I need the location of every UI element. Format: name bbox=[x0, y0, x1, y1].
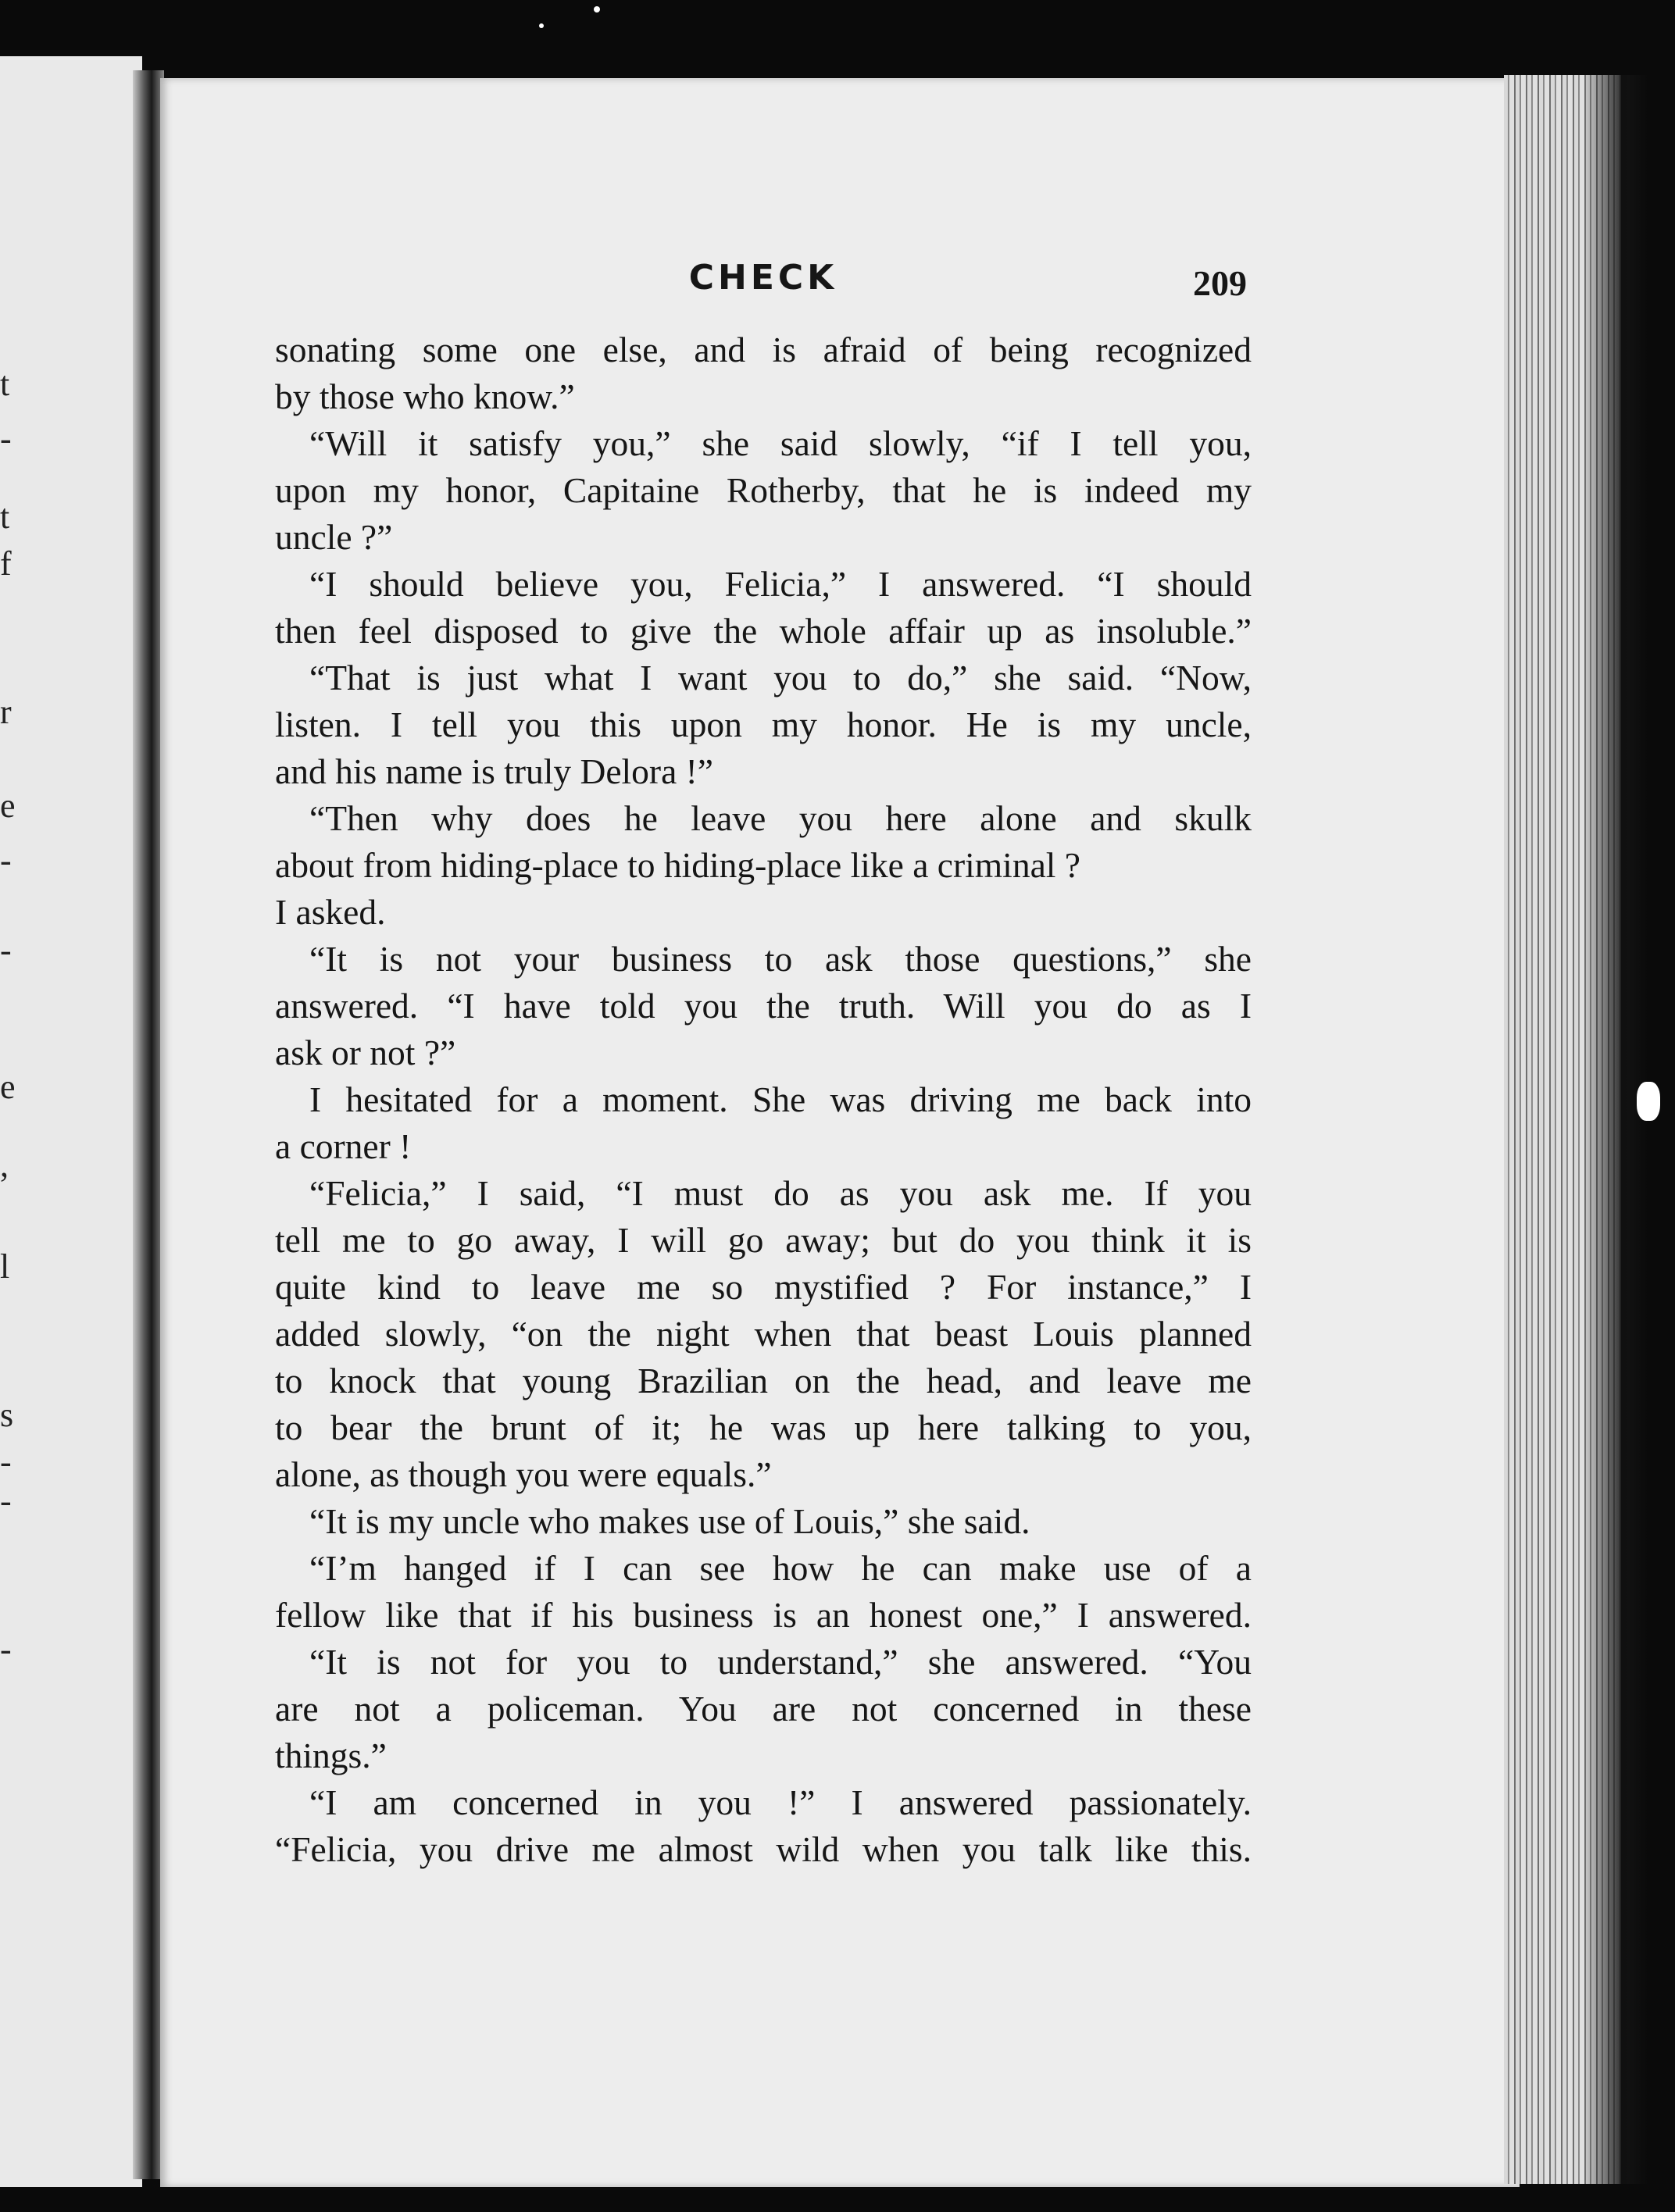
text-line: tell me to go away, I will go away; but do you think it is bbox=[275, 1220, 1252, 1260]
text-line: “It is my uncle who makes use of Louis,” she said. bbox=[309, 1501, 1030, 1541]
text-line: “It is not for you to understand,” she answered. “You bbox=[309, 1642, 1252, 1682]
text-line: by those who know.” bbox=[275, 376, 575, 416]
facing-page-fragment: e bbox=[0, 787, 16, 825]
text-line: about from hiding-place to hiding-place like a criminal ? bbox=[275, 845, 1080, 885]
text-line: are not a policeman. You are not concerned in these bbox=[275, 1689, 1252, 1729]
facing-page-fragment: - bbox=[0, 1630, 12, 1668]
facing-page-fragment: - bbox=[0, 841, 12, 879]
text-line: “It is not your business to ask those questions,” she bbox=[309, 939, 1252, 979]
text-line: and his name is truly Delora !” bbox=[275, 751, 713, 791]
text-line: “Will it satisfy you,” she said slowly, “if I tell you, bbox=[309, 423, 1252, 463]
text-line: “I am concerned in you !” I answered passionately. bbox=[309, 1782, 1252, 1822]
facing-page-fragment: , bbox=[0, 1146, 9, 1184]
facing-page-fragment: - bbox=[0, 931, 12, 969]
running-head-title: CHECK bbox=[688, 258, 838, 298]
text-line: answered. “I have told you the truth. Will you do as I bbox=[275, 986, 1252, 1026]
facing-page-fragment: - bbox=[0, 419, 12, 458]
text-line: “Felicia,” I said, “I must do as you ask me. If you bbox=[309, 1173, 1252, 1213]
page-number: 209 bbox=[1193, 263, 1247, 303]
text-line: uncle ?” bbox=[275, 517, 393, 557]
text-line: “Felicia, you drive me almost wild when you talk like this. bbox=[275, 1829, 1252, 1869]
text-line: I asked. bbox=[275, 892, 386, 932]
running-head bbox=[275, 258, 1252, 305]
scan-speck bbox=[594, 6, 600, 12]
facing-page-fragment: f bbox=[0, 544, 12, 583]
facing-page bbox=[0, 56, 142, 2187]
text-line: to bear the brunt of it; he was up here talking to you, bbox=[275, 1407, 1252, 1447]
text-line: “That is just what I want you to do,” she said. “Now, bbox=[309, 658, 1252, 697]
facing-page-fragment: t bbox=[0, 498, 10, 536]
facing-page-fragment: - bbox=[0, 1482, 12, 1520]
text-line: added slowly, “on the night when that beast Louis planned bbox=[275, 1314, 1252, 1354]
facing-page-fragment: t bbox=[0, 365, 10, 403]
facing-page-fragment: e bbox=[0, 1068, 16, 1106]
body-text bbox=[275, 326, 1252, 1873]
text-line: “I’m hanged if I can see how he can make use of a bbox=[309, 1548, 1252, 1588]
text-line: to knock that young Brazilian on the head, and leave me bbox=[275, 1361, 1252, 1400]
text-line: then feel disposed to give the whole affair up as insoluble.” bbox=[275, 611, 1252, 651]
text-line: “Then why does he leave you here alone and skulk bbox=[309, 798, 1252, 838]
scan-speck bbox=[1637, 1082, 1660, 1121]
page-stack-shadow bbox=[1586, 75, 1648, 2184]
text-line: upon my honor, Capitaine Rotherby, that he is indeed my bbox=[275, 470, 1252, 510]
text-line: sonating some one else, and is afraid of being recognized bbox=[275, 330, 1252, 369]
text-line: I hesitated for a moment. She was driving me back into bbox=[309, 1079, 1252, 1119]
facing-page-fragment: l bbox=[0, 1247, 10, 1286]
text-line: a corner ! bbox=[275, 1126, 412, 1166]
facing-page-fragment: s bbox=[0, 1396, 14, 1434]
text-line: fellow like that if his business is an honest one,” I answered. bbox=[275, 1595, 1252, 1635]
text-line: “I should believe you, Felicia,” I answered. “I should bbox=[309, 564, 1252, 604]
facing-page-fragment: - bbox=[0, 1443, 12, 1481]
text-line: quite kind to leave me so mystified ? For instance,” I bbox=[275, 1267, 1252, 1307]
scan-speck bbox=[539, 23, 544, 28]
facing-page-fragment: r bbox=[0, 693, 12, 731]
book-gutter bbox=[133, 70, 164, 2179]
text-line: listen. I tell you this upon my honor. He is my uncle, bbox=[275, 705, 1252, 744]
text-line: ask or not ?” bbox=[275, 1033, 456, 1072]
text-line: alone, as though you were equals.” bbox=[275, 1454, 772, 1494]
text-line: things.” bbox=[275, 1736, 387, 1775]
